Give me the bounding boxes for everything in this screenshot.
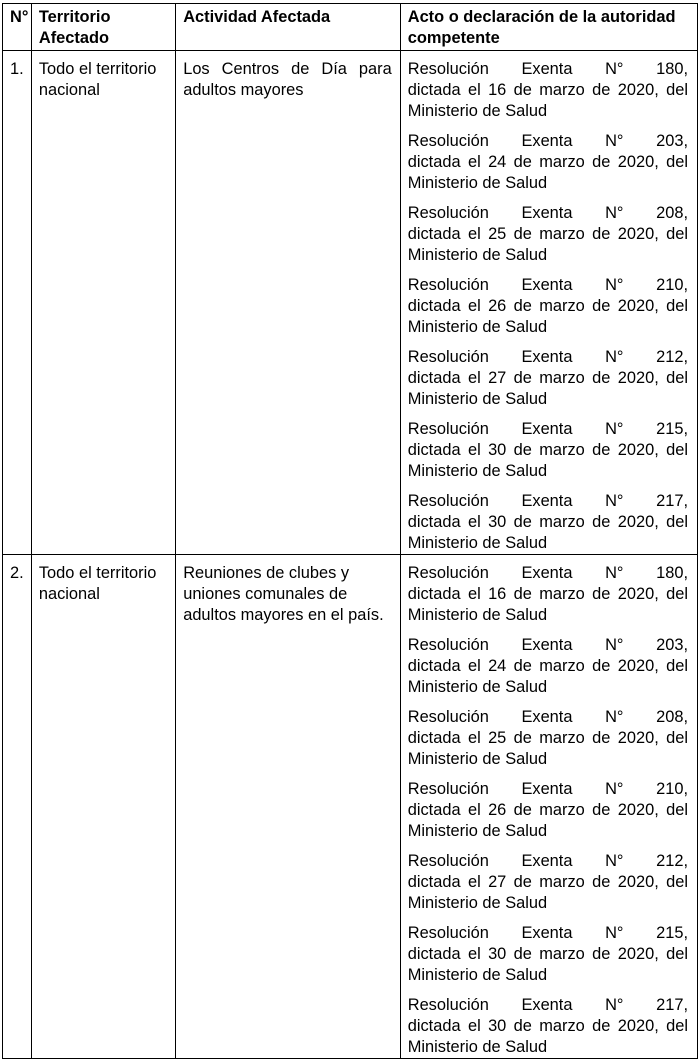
header-row bbox=[3, 4, 698, 51]
row-actos bbox=[400, 51, 697, 555]
header-territorio: Territorio Afectado bbox=[31, 4, 175, 51]
resolution-detail: dictada el 24 de marzo de 2020, del Ministerio de Salud bbox=[407, 153, 688, 192]
resolution-number: Resolución Exenta N° 180, bbox=[407, 564, 688, 582]
resolution-entry bbox=[408, 347, 688, 410]
row-actos bbox=[400, 555, 697, 1059]
table-row bbox=[3, 51, 698, 555]
resolution-number: Resolución Exenta N° 210, bbox=[407, 780, 688, 798]
resolution-number: Resolución Exenta N° 217, bbox=[407, 996, 688, 1014]
resolution-number: Resolución Exenta N° 215, bbox=[407, 924, 688, 942]
resolution-entry bbox=[408, 707, 688, 770]
row-actividad: Reuniones de clubes y uniones comunales de adultos mayores en el país. bbox=[176, 555, 401, 1059]
resolution-number: Resolución Exenta N° 208, bbox=[407, 708, 688, 726]
resolution-entry bbox=[408, 491, 688, 554]
table-row bbox=[3, 555, 698, 1059]
resolution-entry bbox=[408, 563, 688, 626]
row-territorio: Todo el territorio nacional bbox=[31, 51, 175, 555]
resolution-detail: dictada el 25 de marzo de 2020, del Ministerio de Salud bbox=[407, 225, 688, 264]
resolution-detail: dictada el 24 de marzo de 2020, del Ministerio de Salud bbox=[407, 657, 688, 696]
resolution-number: Resolución Exenta N° 215, bbox=[407, 420, 688, 438]
header-acto: Acto o declaración de la autoridad competente bbox=[400, 4, 697, 51]
resolution-detail: dictada el 30 de marzo de 2020, del Ministerio de Salud bbox=[407, 513, 688, 552]
resolution-number: Resolución Exenta N° 212, bbox=[407, 348, 688, 366]
resolution-number: Resolución Exenta N° 203, bbox=[407, 636, 688, 654]
table-header bbox=[3, 4, 698, 51]
resolution-detail: dictada el 30 de marzo de 2020, del Ministerio de Salud bbox=[407, 945, 688, 984]
resolution-entry bbox=[408, 995, 688, 1058]
row-actividad: Los Centros de Día para adultos mayores bbox=[176, 51, 401, 555]
resolution-entry bbox=[408, 851, 688, 914]
resolution-entry bbox=[408, 203, 688, 266]
resolution-detail: dictada el 30 de marzo de 2020, del Ministerio de Salud bbox=[407, 1017, 688, 1056]
resolution-number: Resolución Exenta N° 217, bbox=[407, 492, 688, 510]
row-number: 2. bbox=[3, 555, 32, 1059]
row-territorio: Todo el territorio nacional bbox=[31, 555, 175, 1059]
resolution-entry bbox=[408, 779, 688, 842]
resolution-detail: dictada el 25 de marzo de 2020, del Ministerio de Salud bbox=[407, 729, 688, 768]
declarations-table bbox=[2, 3, 698, 1059]
resolution-number: Resolución Exenta N° 203, bbox=[407, 132, 688, 150]
resolution-detail: dictada el 27 de marzo de 2020, del Ministerio de Salud bbox=[407, 873, 688, 912]
resolution-number: Resolución Exenta N° 212, bbox=[407, 852, 688, 870]
resolution-entry bbox=[408, 419, 688, 482]
resolution-detail: dictada el 16 de marzo de 2020, del Ministerio de Salud bbox=[407, 585, 688, 624]
resolution-number: Resolución Exenta N° 180, bbox=[407, 60, 688, 78]
resolution-entry bbox=[408, 131, 688, 194]
resolution-number: Resolución Exenta N° 208, bbox=[407, 204, 688, 222]
table-body bbox=[3, 51, 698, 1059]
resolution-entry bbox=[408, 59, 688, 122]
resolution-detail: dictada el 16 de marzo de 2020, del Ministerio de Salud bbox=[407, 81, 688, 120]
header-number: N° bbox=[3, 4, 32, 51]
row-number: 1. bbox=[3, 51, 32, 555]
resolution-detail: dictada el 30 de marzo de 2020, del Ministerio de Salud bbox=[407, 441, 688, 480]
resolution-detail: dictada el 26 de marzo de 2020, del Ministerio de Salud bbox=[407, 297, 688, 336]
resolution-entry bbox=[408, 923, 688, 986]
resolution-detail: dictada el 26 de marzo de 2020, del Ministerio de Salud bbox=[407, 801, 688, 840]
resolution-entry bbox=[408, 635, 688, 698]
header-actividad: Actividad Afectada bbox=[176, 4, 401, 51]
resolution-entry bbox=[408, 275, 688, 338]
resolution-number: Resolución Exenta N° 210, bbox=[407, 276, 688, 294]
resolution-detail: dictada el 27 de marzo de 2020, del Ministerio de Salud bbox=[407, 369, 688, 408]
